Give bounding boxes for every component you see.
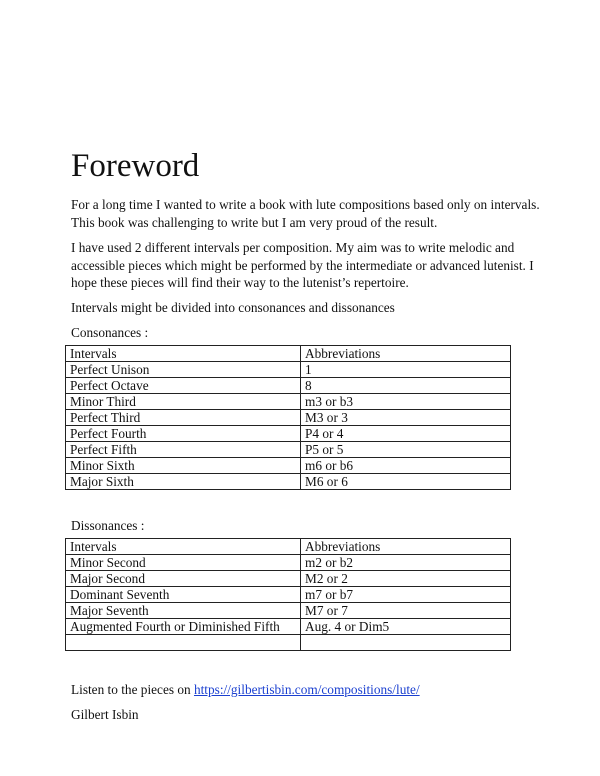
table-row	[66, 378, 511, 394]
abbreviation-cell: 1	[301, 362, 511, 378]
listen-prefix: Listen to the pieces on	[71, 682, 194, 697]
abbreviation-cell: P5 or 5	[301, 442, 511, 458]
table-row	[66, 474, 511, 490]
table-row	[66, 442, 511, 458]
table-row	[66, 603, 511, 619]
aim-paragraph: I have used 2 different intervals per composition. My aim was to write melodic and accessible pieces which might be performed by the intermediate or advanced lutenist. I hope these pieces will find their way to the lutenist’s repertoire.	[71, 240, 534, 290]
intervals-paragraph: Intervals might be divided into consonances and dissonances	[71, 300, 395, 315]
abbreviation-cell: 8	[301, 378, 511, 394]
interval-cell: Major Sixth	[66, 474, 301, 490]
table-row	[66, 426, 511, 442]
table-row	[66, 555, 511, 571]
table-row	[66, 394, 511, 410]
interval-cell	[66, 635, 301, 651]
interval-cell: Minor Third	[66, 394, 301, 410]
abbreviation-cell: m3 or b3	[301, 394, 511, 410]
consonances-table	[65, 345, 511, 490]
header-cell-abbreviations: Abbreviations	[301, 539, 511, 555]
abbreviation-cell: m7 or b7	[301, 587, 511, 603]
signature: Gilbert Isbin	[71, 707, 139, 722]
dissonances-table	[65, 538, 511, 651]
table-row	[66, 619, 511, 635]
page-title: Foreword	[71, 148, 200, 184]
header-cell-intervals: Intervals	[66, 539, 301, 555]
interval-cell: Minor Second	[66, 555, 301, 571]
interval-cell: Perfect Fifth	[66, 442, 301, 458]
table-row	[66, 458, 511, 474]
table-row	[66, 587, 511, 603]
abbreviation-cell: P4 or 4	[301, 426, 511, 442]
table-row	[66, 635, 511, 651]
abbreviation-cell: M2 or 2	[301, 571, 511, 587]
interval-cell: Minor Sixth	[66, 458, 301, 474]
intro-paragraph: For a long time I wanted to write a book with lute compositions based only on intervals. This book was challenging to write but I am very proud of the result.	[71, 197, 540, 230]
abbreviation-cell: M6 or 6	[301, 474, 511, 490]
table-header-row	[66, 346, 511, 362]
dissonances-label: Dissonances :	[71, 518, 145, 533]
abbreviation-cell: m2 or b2	[301, 555, 511, 571]
listen-line	[71, 681, 541, 699]
compositions-link[interactable]: https://gilbertisbin.com/compositions/lute/	[193, 682, 420, 697]
abbreviation-cell: M3 or 3	[301, 410, 511, 426]
table-header-row	[66, 539, 511, 555]
abbreviation-cell: m6 or b6	[301, 458, 511, 474]
abbreviation-cell: M7 or 7	[301, 603, 511, 619]
table-row	[66, 362, 511, 378]
interval-cell: Major Second	[66, 571, 301, 587]
interval-cell: Dominant Seventh	[66, 587, 301, 603]
abbreviation-cell: Aug. 4 or Dim5	[301, 619, 511, 635]
interval-cell: Perfect Third	[66, 410, 301, 426]
interval-cell: Perfect Fourth	[66, 426, 301, 442]
interval-cell: Perfect Unison	[66, 362, 301, 378]
table-row	[66, 410, 511, 426]
table-row	[66, 571, 511, 587]
interval-cell: Augmented Fourth or Diminished Fifth	[66, 619, 301, 635]
consonances-label: Consonances :	[71, 325, 149, 340]
abbreviation-cell	[301, 635, 511, 651]
header-cell-abbreviations: Abbreviations	[301, 346, 511, 362]
interval-cell: Perfect Octave	[66, 378, 301, 394]
header-cell-intervals: Intervals	[66, 346, 301, 362]
interval-cell: Major Seventh	[66, 603, 301, 619]
